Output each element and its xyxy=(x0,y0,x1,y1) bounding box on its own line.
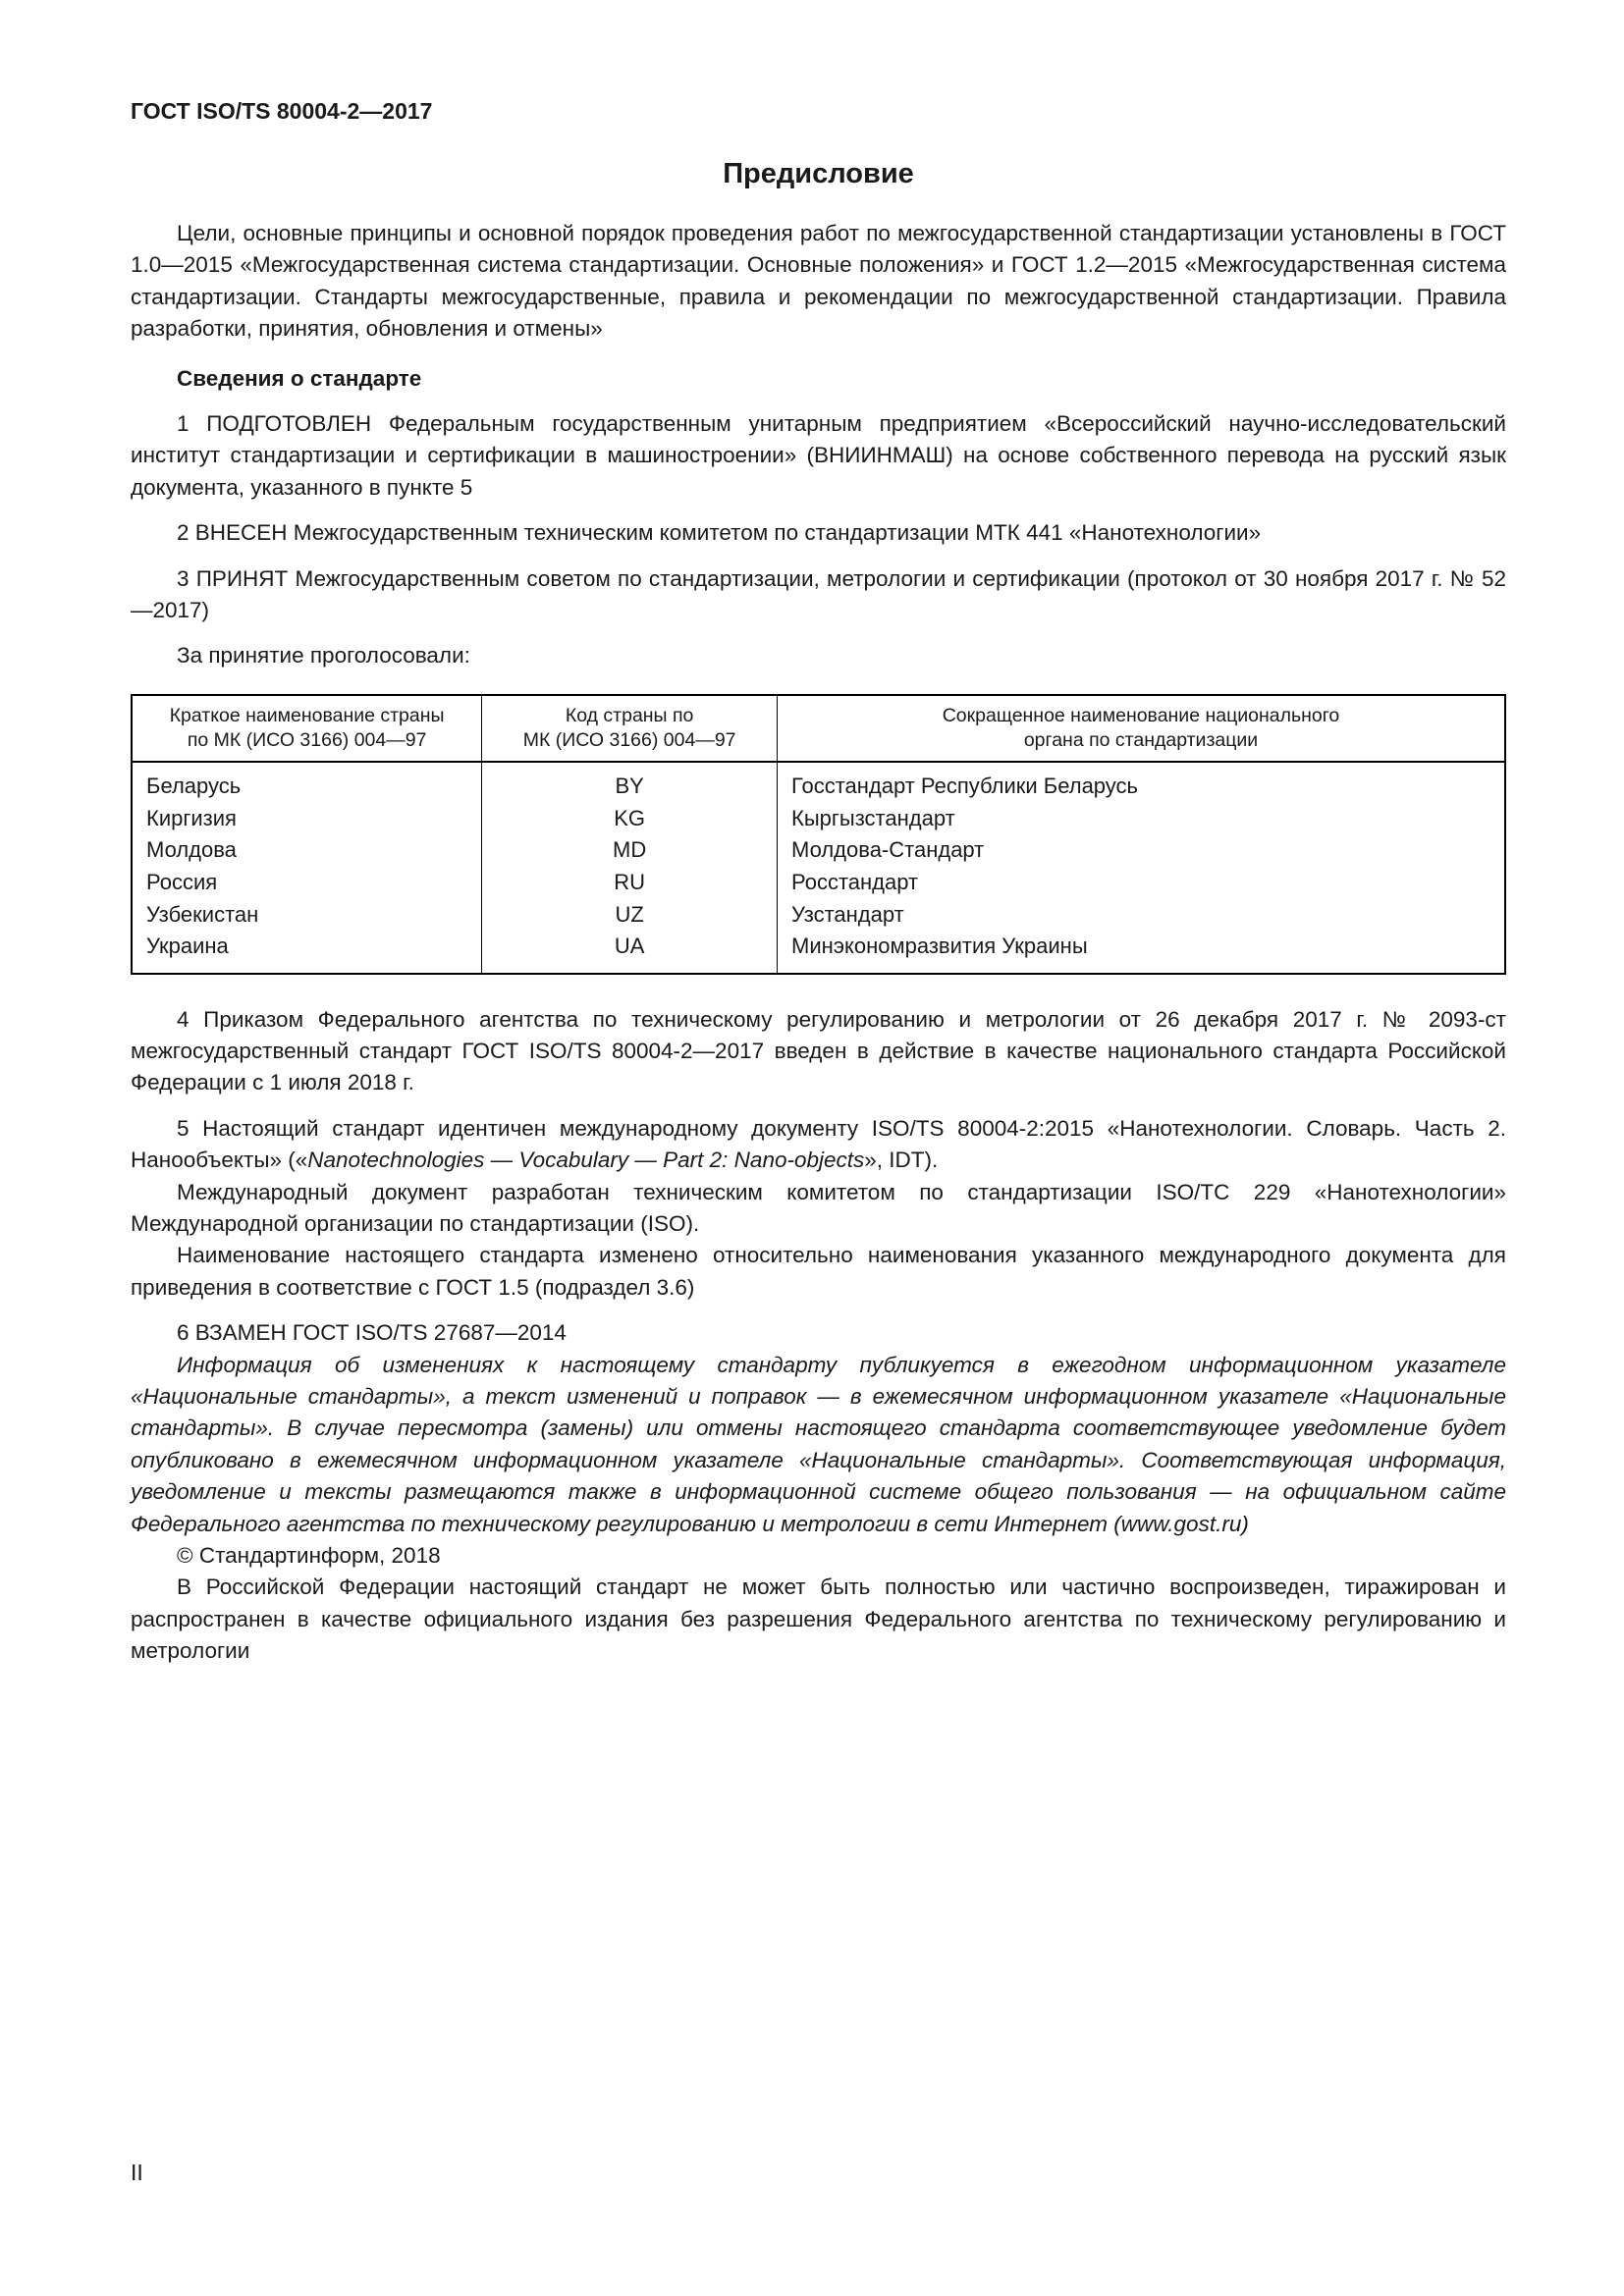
code-cell: UA xyxy=(482,931,778,974)
code-cell: MD xyxy=(482,834,778,867)
intro-paragraph: Цели, основные принципы и основной порядок проведения работ по межгосударственной стандартизации установлены в ГОСТ 1.0—2015 «Межгосударственная система стандартизации. Основные положения» и ГОСТ 1.2—2015 «Межгосударственная система стандартизации. Стандарты межгосударственные, правила и рекомендации по межгосударственной стандартизации. Правила разработки, принятия, обновления и отмены» xyxy=(131,221,1506,342)
country-cell: Россия xyxy=(146,870,218,895)
column-header-org-line2: органа по стандартизации xyxy=(1023,729,1259,752)
item-5-paragraph-2: Международный документ разработан техническим комитетом по стандартизации ISO/ТС 229 «Нанотехнологии» Международной организации по стандартизации (ISO). xyxy=(131,1179,1506,1236)
item-5-part2: », IDT). xyxy=(864,1148,939,1173)
column-header-country xyxy=(132,695,482,763)
change-notice: Информация об изменениях к настоящему стандарту публикуется в ежегодном информационном указателе «Национальные стандарты», а текст изменений и поправок — в ежемесячном информационном указателе «Национальные стандарты». В случае пересмотра (замены) или отмены настоящего стандарта соответствующее уведомление будет опубликовано в ежемесячном информационном указателе «Национальные стандарты». Соответствующая информация, уведомление и тексты размещаются также в информационной системе общего пользования — на официальном сайте Федерального агентства по техническому регулированию и метрологии в сети Интернет (www.gost.ru) xyxy=(131,1352,1506,1536)
code-cell: RU xyxy=(482,867,778,899)
org-cell: Минэкономразвития Украины xyxy=(778,931,1505,974)
org-cell: Молдова-Стандарт xyxy=(778,834,1505,867)
table-row xyxy=(132,867,1505,899)
org-cell: Росстандарт xyxy=(778,867,1505,899)
standard-info-heading: Сведения о стандарте xyxy=(177,365,422,391)
item-5-identical xyxy=(131,1113,1506,1177)
column-header-code-line1: Код страны по xyxy=(565,704,694,726)
column-header-country-line1: Краткое наименование страны xyxy=(169,704,445,726)
column-header-country-line2: по МК (ИСО 3166) 004—97 xyxy=(187,729,427,752)
country-cell: Узбекистан xyxy=(146,901,259,927)
item-2-submitted: 2 ВНЕСЕН Межгосударственным техническим комитетом по стандартизации МТК 441 «Нанотехнологии» xyxy=(177,520,1262,546)
table-header-row xyxy=(132,695,1505,763)
country-cell: Киргизия xyxy=(146,805,237,830)
code-cell: UZ xyxy=(482,899,778,932)
vote-line: За принятие проголосовали: xyxy=(177,643,470,668)
table-row xyxy=(132,899,1505,932)
code-cell: BY xyxy=(482,762,778,803)
org-cell: Кыргызстандарт xyxy=(778,803,1505,835)
column-header-org xyxy=(778,695,1505,763)
running-header: ГОСТ ISO/TS 80004-2—2017 xyxy=(131,98,433,124)
country-cell: Украина xyxy=(146,934,229,959)
column-header-org-line1: Сокращенное наименование национального xyxy=(942,704,1340,726)
column-header-code-line2: МК (ИСО 3166) 004—97 xyxy=(522,729,736,752)
countries-vote-table xyxy=(131,694,1506,975)
page-number: II xyxy=(131,2160,143,2185)
item-5-paragraph-3: Наименование настоящего стандарта изменено относительно наименования указанного международного документа для приведения в соответствие с ГОСТ 1.5 (подраздел 3.6) xyxy=(131,1243,1506,1300)
item-1-prepared: 1 ПОДГОТОВЛЕН Федеральным государственным унитарным предприятием «Всероссийский научно-исследовательский институт стандартизации и сертификации в машиностроении» (ВНИИНМАШ) на основе собственного перевода на русский язык документа, указанного в пункте 5 xyxy=(131,410,1506,500)
table-row xyxy=(132,931,1505,974)
item-3-adopted: 3 ПРИНЯТ Межгосударственным советом по стандартизации, метрологии и сертификации (протокол от 30 ноября 2017 г. № 52—2017) xyxy=(131,565,1506,622)
copyright-line: © Стандартинформ, 2018 xyxy=(177,1542,441,1568)
country-cell: Беларусь xyxy=(146,774,242,799)
item-4-enacted: 4 Приказом Федерального агентства по техническому регулированию и метрологии от 26 декабря 2017 г. № 2093-ст межгосударственный стандарт ГОСТ ISO/TS 80004-2—2017 введен в действие в качестве национального стандарта Российской Федерации с 1 июля 2018 г. xyxy=(131,1006,1506,1095)
reproduction-notice: В Российской Федерации настоящий стандарт не может быть полностью или частично воспроизведен, тиражирован и распространен в качестве официального издания без разрешения Федерального агентства по техническому регулированию и метрологии xyxy=(131,1575,1506,1664)
code-cell: KG xyxy=(482,803,778,835)
org-cell: Узстандарт xyxy=(778,899,1505,932)
item-5-part1: 5 Настоящий стандарт идентичен международному документу ISO/TS 80004-2:2015 «Нанотехнологии. Словарь. Часть 2. Нанообъекты» (« xyxy=(131,1115,1506,1173)
table-row xyxy=(132,803,1505,835)
country-cell: Молдова xyxy=(146,837,237,863)
org-cell: Госстандарт Республики Беларусь xyxy=(778,762,1505,803)
page-title: Предисловие xyxy=(723,158,914,189)
item-6-replaces: 6 ВЗАМЕН ГОСТ ISO/TS 27687—2014 xyxy=(177,1320,567,1346)
table-row xyxy=(132,834,1505,867)
table-row xyxy=(132,762,1505,803)
item-5-english-title: Nanotechnologies — Vocabulary — Part 2: Nano-objects xyxy=(307,1148,865,1173)
column-header-code xyxy=(482,695,778,763)
